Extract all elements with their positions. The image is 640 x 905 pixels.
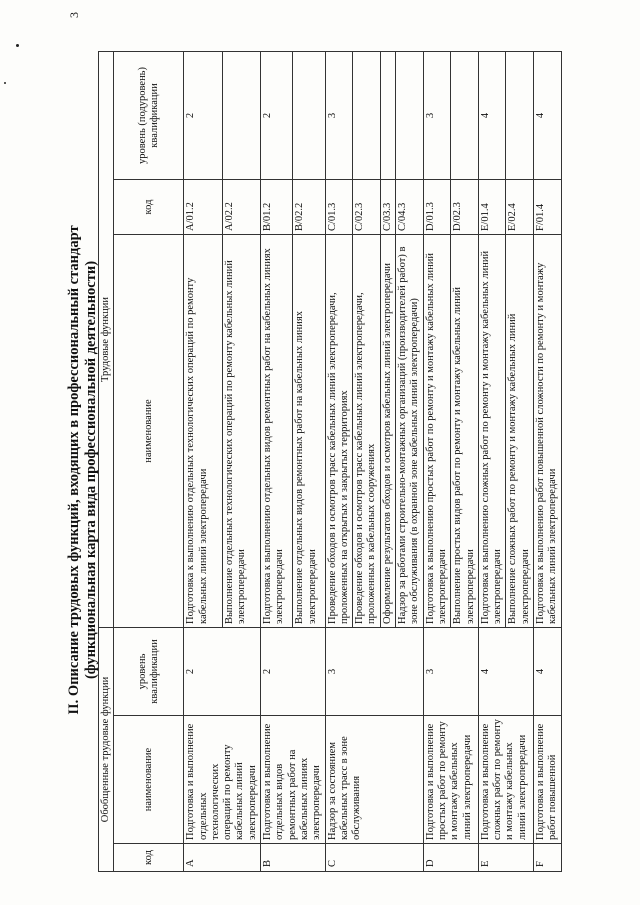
page-number: 3 xyxy=(67,12,81,18)
header-generalized: Обобщенные трудовые функции xyxy=(99,628,114,872)
generalized-code: C xyxy=(325,844,423,872)
function-sublevel: 4 xyxy=(478,51,506,179)
function-name: Подготовка к выполнению сложных работ по ремонту и монтажу кабельных линий электропередачи xyxy=(478,235,506,628)
table-row xyxy=(261,51,293,871)
function-name: Подготовка к выполнению работ повышенной сложности по ремонту и монтажу кабельных линий электропередачи xyxy=(534,235,562,628)
function-code: A/02.2 xyxy=(222,180,260,235)
function-name: Выполнение отдельных видов ремонтных работ на кабельных линиях электропередачи xyxy=(293,235,325,628)
section-title xyxy=(66,60,100,880)
table-row xyxy=(325,51,353,871)
generalized-code: E xyxy=(478,844,533,872)
header-function-code: код xyxy=(114,180,184,235)
function-name: Выполнение отдельных технологических операций по ремонту кабельных линий электропередачи xyxy=(222,235,260,628)
rotated-page xyxy=(60,12,635,880)
function-sublevel xyxy=(380,51,395,179)
function-name: Проведение обходов и осмотров трасс кабельных линий электропередачи, проложенных на открытых и закрытых территориях xyxy=(325,235,353,628)
header-labor: Трудовые функции xyxy=(99,51,114,627)
function-code: E/01.4 xyxy=(478,180,506,235)
function-code: C/02.3 xyxy=(353,180,381,235)
table-row xyxy=(534,51,562,871)
function-sublevel: 2 xyxy=(261,51,293,179)
generalized-name: Надзор за состоянием кабельных трасс в зоне обслуживания xyxy=(325,716,423,844)
generalized-level: 2 xyxy=(261,628,325,716)
header-sublevel: уровень (подуровень) квалификации xyxy=(114,51,184,179)
function-name: Выполнение простых видов работ по ремонту и монтажу кабельных линий электропередачи xyxy=(451,235,479,628)
function-sublevel xyxy=(396,51,424,179)
generalized-code: A xyxy=(184,844,261,872)
title-line-2: (функциональная карта вида профессиональной деятельности) xyxy=(83,260,99,680)
title-line-1: II. Описание трудовых функций, входящих в профессиональный стандарт xyxy=(66,225,82,715)
generalized-name: Подготовка и выполнение работ повышенной xyxy=(534,716,562,844)
generalized-level: 2 xyxy=(184,628,261,716)
function-code: F/01.4 xyxy=(534,180,562,235)
function-code: E/02.4 xyxy=(506,180,534,235)
function-name: Подготовка к выполнению простых работ по ремонту и монтажу кабельных линий электропередачи xyxy=(423,235,451,628)
generalized-level: 3 xyxy=(325,628,423,716)
function-code: B/02.2 xyxy=(293,180,325,235)
function-code: D/02.3 xyxy=(451,180,479,235)
generalized-name: Подготовка и выполнение простых работ по ремонту и монтажу кабельных линий электропередачи xyxy=(423,716,478,844)
generalized-name: Подготовка и выполнение отдельных видов ремонтных работ на кабельных линиях электропередачи xyxy=(261,716,325,844)
function-code: C/03.3 xyxy=(380,180,395,235)
function-sublevel: 4 xyxy=(534,51,562,179)
functional-map-table xyxy=(98,51,562,872)
function-sublevel xyxy=(293,51,325,179)
generalized-name: Подготовка и выполнение сложных работ по ремонту и монтажу кабельных линий электропередачи xyxy=(478,716,533,844)
header-level: уровень квалификации xyxy=(114,628,184,716)
generalized-level: 3 xyxy=(423,628,478,716)
function-code: A/01.2 xyxy=(184,180,222,235)
table-row xyxy=(478,51,506,871)
function-code: D/01.3 xyxy=(423,180,451,235)
table-body xyxy=(184,51,561,871)
generalized-code: F xyxy=(534,844,562,872)
function-name: Выполнение сложных работ по ремонту и монтажу кабельных линий электропередачи xyxy=(506,235,534,628)
generalized-level: 4 xyxy=(478,628,533,716)
function-sublevel: 3 xyxy=(423,51,451,179)
function-name: Подготовка к выполнению отдельных технологических операций по ремонту кабельных линий электропередачи xyxy=(184,235,222,628)
generalized-code: B xyxy=(261,844,325,872)
function-code: C/01.3 xyxy=(325,180,353,235)
scan-speck xyxy=(16,44,19,47)
header-name: наименование xyxy=(114,716,184,844)
function-sublevel xyxy=(451,51,479,179)
function-sublevel: 3 xyxy=(325,51,353,179)
function-sublevel xyxy=(222,51,260,179)
function-name: Оформление результатов обходов и осмотров кабельных линий электропередачи xyxy=(380,235,395,628)
function-name: Подготовка к выполнению отдельных видов ремонтных работ на кабельных линиях электропередачи xyxy=(261,235,293,628)
function-name: Надзор за работами строительно-монтажных организаций (производителей работ) в зоне обслуживания (в охранной зоне кабельных линий электропередачи) xyxy=(396,235,424,628)
header-code: код xyxy=(114,844,184,872)
function-sublevel: 2 xyxy=(184,51,222,179)
generalized-name: Подготовка и выполнение отдельных технологических операций по ремонту кабельных линий электропередачи xyxy=(184,716,261,844)
scan-speck xyxy=(4,82,6,84)
table-row xyxy=(184,51,222,871)
table-row xyxy=(423,51,451,871)
generalized-code: D xyxy=(423,844,478,872)
generalized-level: 4 xyxy=(534,628,562,716)
function-code: B/01.2 xyxy=(261,180,293,235)
function-name: Проведение обходов и осмотров трасс кабельных линий электропередачи, проложенных в кабельных сооружениях xyxy=(353,235,381,628)
function-sublevel xyxy=(506,51,534,179)
header-function-name: наименование xyxy=(114,235,184,628)
function-sublevel xyxy=(353,51,381,179)
function-code: C/04.3 xyxy=(396,180,424,235)
